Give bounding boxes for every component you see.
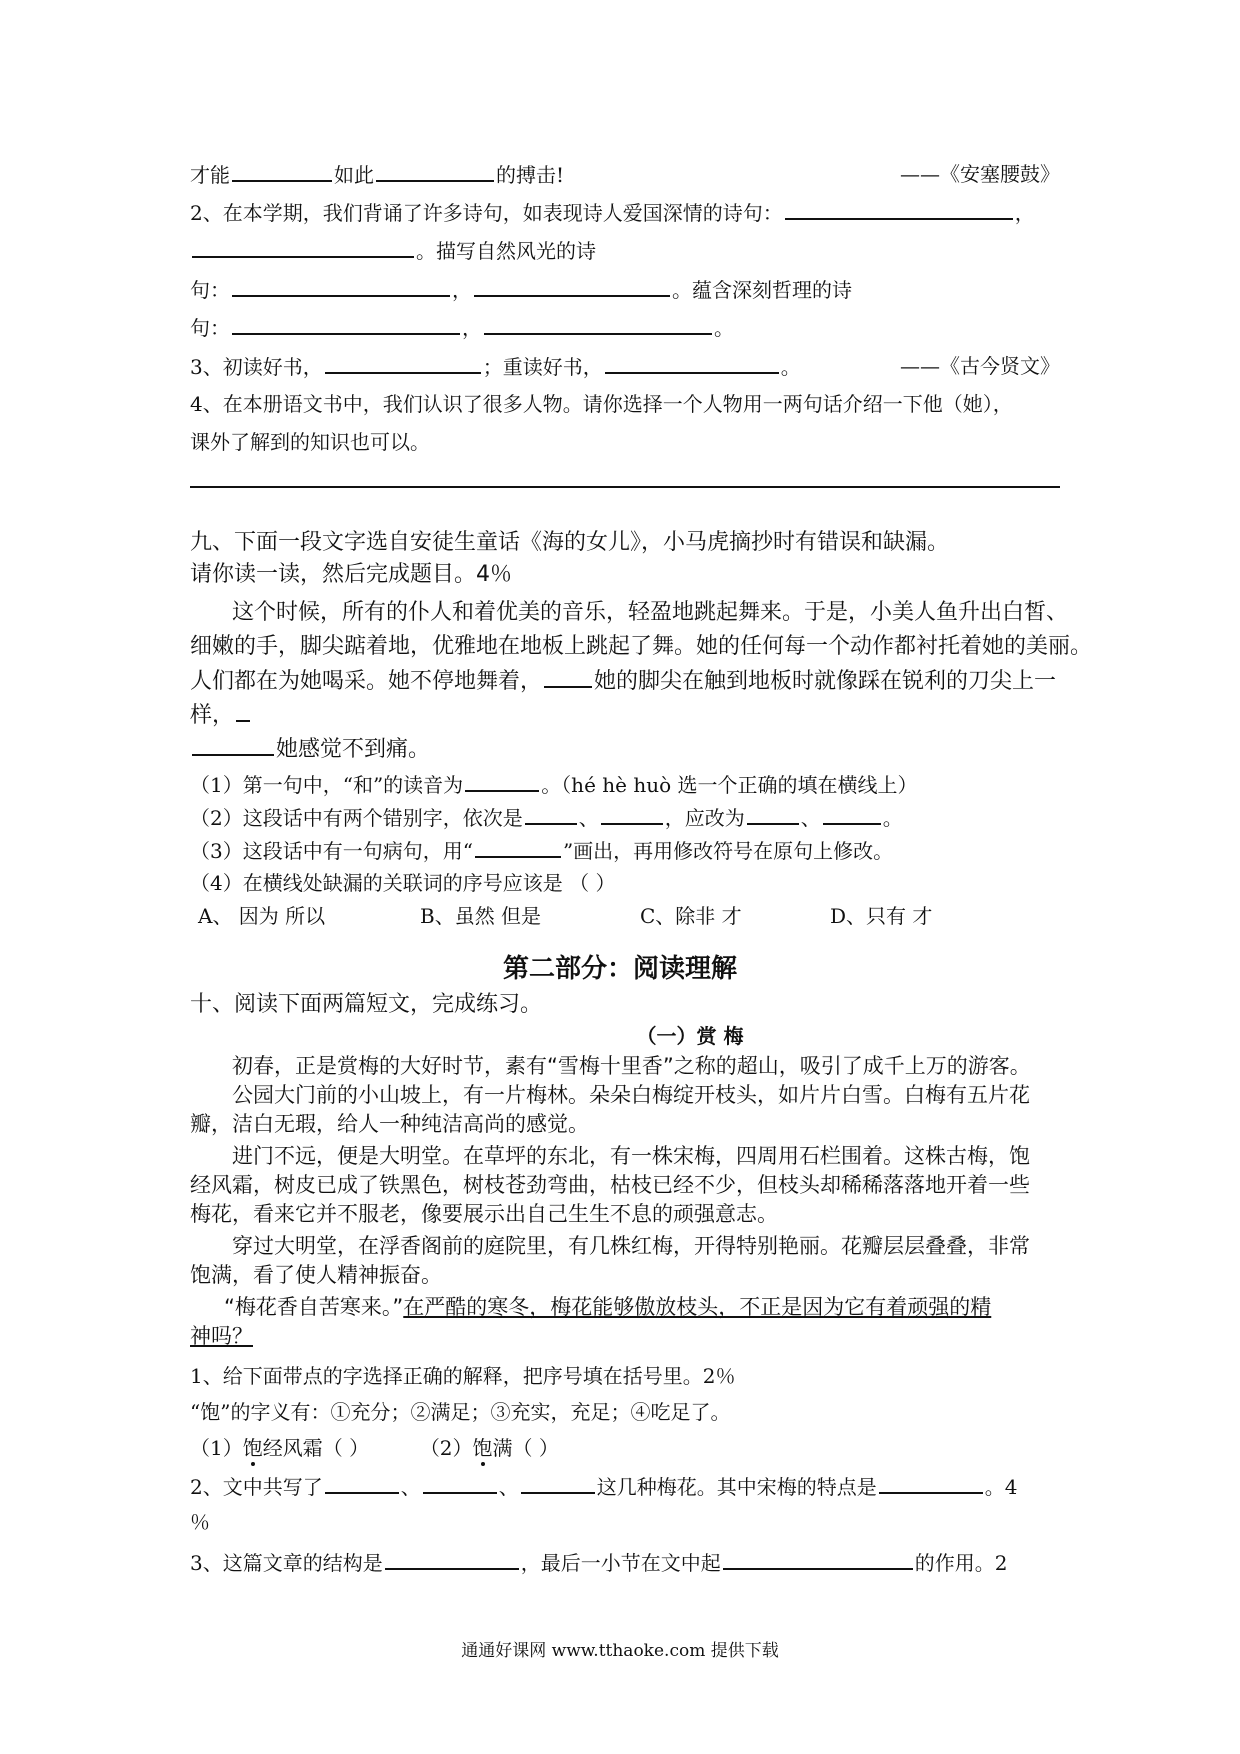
part-2-title: 第二部分：阅读理解 bbox=[502, 954, 737, 984]
text: 、 bbox=[498, 1475, 519, 1499]
blank-pinyin[interactable] bbox=[465, 770, 539, 792]
question-4-line2: 课外了解到的知识也可以。 bbox=[190, 430, 430, 454]
reading-line-8: 饱满，看了使人精神振奋。 bbox=[190, 1263, 442, 1287]
blank-plum-3[interactable] bbox=[521, 1472, 595, 1494]
blank-poem-5[interactable] bbox=[232, 313, 460, 335]
answer-paren-2[interactable]: 满（ ） bbox=[492, 1436, 559, 1460]
blank-conj-2b[interactable] bbox=[192, 734, 274, 756]
text: 她感觉不到痛。 bbox=[276, 737, 431, 762]
section-10-heading: 十、阅读下面两篇短文，完成练习。 bbox=[190, 992, 543, 1017]
source-gujin: ——《古今贤文》 bbox=[900, 354, 1060, 378]
text: 的搏击! bbox=[496, 163, 565, 187]
exercise-1-definitions: “饱”的字义有：①充分；②满足；③充实，充足；④吃足了。 bbox=[190, 1400, 731, 1424]
text: （2）这段话中有两个错别字，依次是 bbox=[190, 806, 523, 830]
option-c[interactable]: C、除非 才 bbox=[640, 904, 742, 928]
exercise-2 bbox=[190, 1472, 1017, 1501]
reading-line-4: 进门不远，便是大明堂。在草坪的东北，有一株宋梅，四周用石栏围着。这株古梅，饱 bbox=[232, 1144, 1030, 1168]
text: 才能 bbox=[190, 163, 230, 187]
reading-line-9 bbox=[224, 1293, 991, 1322]
option-a[interactable]: A、 因为 所以 bbox=[198, 904, 326, 928]
question-2-line4 bbox=[190, 313, 734, 342]
blank-poem-6[interactable] bbox=[484, 313, 712, 335]
text: 人们都在为她喝采。她不停地舞着， bbox=[190, 669, 543, 694]
reading-line-3: 瓣，洁白无瑕，给人一种纯洁高尚的感觉。 bbox=[190, 1112, 589, 1136]
answer-paren-1[interactable]: 经风霜（ ） bbox=[262, 1436, 370, 1460]
blank-2[interactable] bbox=[376, 160, 494, 182]
blank-plum-1[interactable] bbox=[325, 1472, 399, 1494]
text: ， bbox=[1014, 201, 1035, 225]
text: ， bbox=[452, 278, 472, 302]
blank-poem-3[interactable] bbox=[232, 275, 450, 297]
blank-1[interactable] bbox=[232, 160, 332, 182]
passage-line-5 bbox=[190, 734, 430, 765]
exercise-1-items bbox=[190, 1434, 559, 1462]
blank-conj-2a[interactable] bbox=[236, 700, 250, 722]
text: 。（hé hè huò 选一个正确的填在横线上） bbox=[541, 773, 918, 797]
blank-structure[interactable] bbox=[385, 1548, 519, 1570]
question-2-line3 bbox=[190, 275, 852, 304]
question-4-line1: 4、在本册语文书中，我们认识了很多人物。请你选择一个人物用一两句话介绍一下他（她）， bbox=[190, 392, 1013, 416]
text: 样， bbox=[190, 703, 235, 728]
reading-line-5: 经风霜，树皮已成了铁黑色，树枝苍劲弯曲，枯枝已经不少，但枝头却稀稀落落地开着一些 bbox=[190, 1173, 1030, 1197]
text: ，最后一小节在文中起 bbox=[520, 1551, 721, 1575]
text: ；重读好书， bbox=[482, 355, 603, 379]
text: （2） bbox=[419, 1436, 473, 1460]
blank-read-1[interactable] bbox=[325, 352, 481, 374]
answer-line[interactable] bbox=[190, 486, 1060, 488]
underlined-sentence: 在严酷的寒冬，梅花能够傲放枝头，不正是因为它有着顽强的精 bbox=[403, 1295, 992, 1319]
sub-question-3 bbox=[190, 836, 893, 865]
dotted-char: 饱 bbox=[472, 1436, 493, 1460]
reading-line-10 bbox=[190, 1322, 253, 1351]
text: ”画出，再用修改符号在原句上修改。 bbox=[562, 839, 894, 863]
dotted-char: 饱 bbox=[242, 1436, 263, 1460]
option-b[interactable]: B、虽然 但是 bbox=[420, 904, 542, 928]
blank-poem-1[interactable] bbox=[785, 198, 1013, 220]
section-9-heading-2: 请你读一读，然后完成题目。4％ bbox=[190, 562, 512, 587]
text: ，应改为 bbox=[664, 806, 745, 830]
text: 。 bbox=[882, 806, 903, 830]
blank-fix-1[interactable] bbox=[747, 803, 799, 825]
text: （1） bbox=[190, 1436, 243, 1460]
text: 句： bbox=[190, 316, 230, 340]
blank-function[interactable] bbox=[723, 1548, 913, 1570]
text: 、 bbox=[400, 1475, 421, 1499]
underlined-sentence-end: 神吗？ bbox=[190, 1324, 253, 1348]
text: 她的脚尖在触到地板时就像踩在锐利的刀尖上一 bbox=[594, 669, 1057, 694]
passage-line-2: 细嫩的手，脚尖踮着地，优雅地在地板上跳起了舞。她的任何每一个动作都衬托着她的美丽。 bbox=[190, 634, 1093, 659]
passage-title: （一）赏 梅 bbox=[636, 1024, 744, 1048]
blank-fix-2[interactable] bbox=[823, 803, 881, 825]
text: 。 bbox=[780, 355, 801, 379]
passage-line-3 bbox=[190, 666, 1056, 697]
text: 。蕴含深刻哲理的诗 bbox=[672, 278, 852, 302]
text: （3）这段话中有一句病句，用“ bbox=[190, 839, 473, 863]
text: （1）第一句中，“和”的读音为 bbox=[190, 773, 464, 797]
question-2-line1 bbox=[190, 198, 1035, 227]
text: 如此 bbox=[334, 163, 374, 187]
passage-line-1: 这个时候，所有的仆人和着优美的音乐，轻盈地跳起舞来。于是，小美人鱼升出白皙、 bbox=[232, 600, 1069, 625]
blank-read-2[interactable] bbox=[605, 352, 779, 374]
text: 句： bbox=[190, 278, 230, 302]
sub-question-1 bbox=[190, 770, 918, 799]
passage-line-4 bbox=[190, 700, 252, 731]
text: 、 bbox=[800, 806, 821, 830]
reading-line-7: 穿过大明堂，在浮香阁前的庭院里，有几株红梅，开得特别艳丽。花瓣层层叠叠，非常 bbox=[232, 1234, 1030, 1258]
exercise-1: 1、给下面带点的字选择正确的解释，把序号填在括号里。2％ bbox=[190, 1364, 736, 1388]
text: 2、文中共写了 bbox=[190, 1475, 323, 1499]
exercise-3 bbox=[190, 1548, 1007, 1577]
section-9-heading-1: 九、下面一段文字选自安徒生童话《海的女儿》，小马虎摘抄时有错误和缺漏。 bbox=[190, 530, 950, 555]
text: 3、这篇文章的结构是 bbox=[190, 1551, 383, 1575]
text: 。描写自然风光的诗 bbox=[416, 239, 596, 263]
blank-conj-1[interactable] bbox=[544, 666, 592, 688]
text: 。4 bbox=[984, 1475, 1018, 1499]
text: 2、在本学期，我们背诵了许多诗句，如表现诗人爱国深情的诗句： bbox=[190, 201, 783, 225]
sub-question-2 bbox=[190, 803, 903, 832]
exercise-2-score: ％ bbox=[190, 1510, 210, 1534]
blank-poem-2[interactable] bbox=[192, 236, 414, 258]
text: 3、初读好书， bbox=[190, 355, 323, 379]
reading-line-6: 梅花，看来它并不服老，像要展示出自己生生不息的顽强意志。 bbox=[190, 1202, 778, 1226]
question-3 bbox=[190, 352, 801, 381]
text: 。 bbox=[714, 316, 734, 340]
text: ， bbox=[462, 316, 482, 340]
text: “梅花香自苦寒来。” bbox=[224, 1295, 404, 1319]
blank-plum-2[interactable] bbox=[423, 1472, 497, 1494]
blank-song-mei[interactable] bbox=[879, 1472, 983, 1494]
sub-question-4: （4）在横线处缺漏的关联词的序号应该是 （ ） bbox=[190, 871, 616, 895]
blank-typo-2[interactable] bbox=[601, 803, 663, 825]
text: 的作用。2 bbox=[914, 1551, 1008, 1575]
reading-line-1: 初春，正是赏梅的大好时节，素有“雪梅十里香”之称的超山，吸引了成千上万的游客。 bbox=[232, 1054, 1031, 1078]
line-quote-ansai bbox=[190, 160, 564, 189]
blank-poem-4[interactable] bbox=[474, 275, 670, 297]
text: 、 bbox=[578, 806, 599, 830]
source-ansai: ——《安塞腰鼓》 bbox=[900, 162, 1060, 186]
question-2-line2 bbox=[190, 236, 596, 265]
footer-credit: 通通好课网 www.tthaoke.com 提供下载 bbox=[461, 1641, 779, 1661]
reading-line-2: 公园大门前的小山坡上，有一片梅林。朵朵白梅绽开枝头，如片片白雪。白梅有五片花 bbox=[232, 1083, 1030, 1107]
option-d[interactable]: D、只有 才 bbox=[830, 904, 933, 928]
blank-mark bbox=[475, 836, 561, 858]
blank-typo-1[interactable] bbox=[525, 803, 577, 825]
text: 这几种梅花。其中宋梅的特点是 bbox=[596, 1475, 877, 1499]
